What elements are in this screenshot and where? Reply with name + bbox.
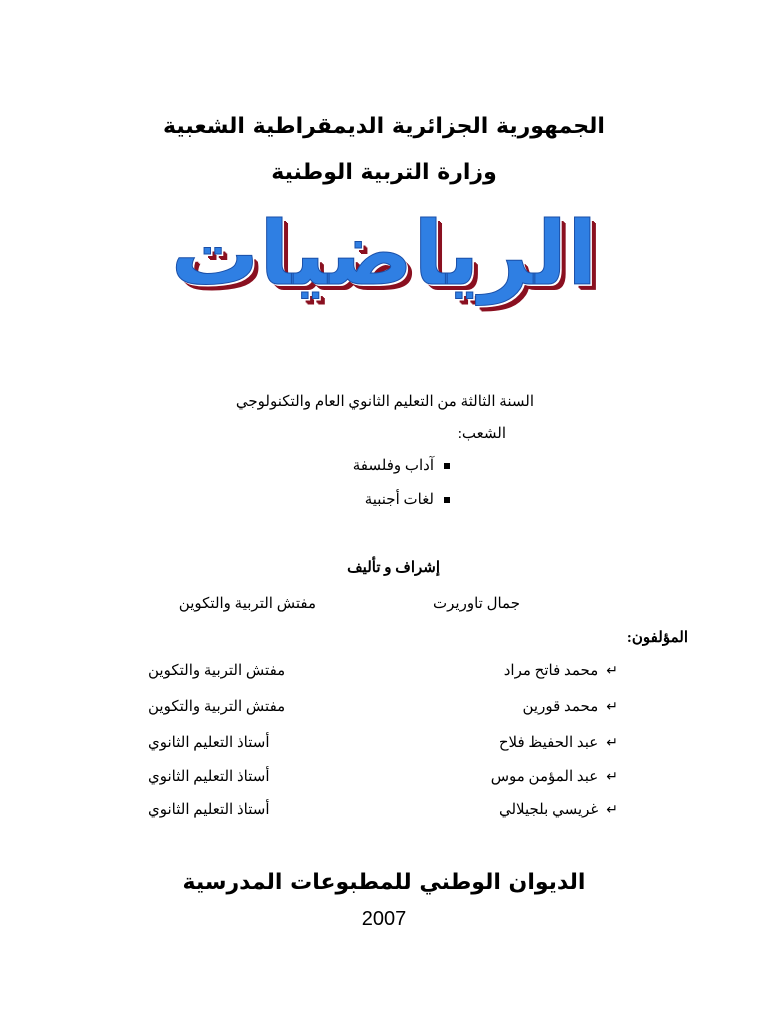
author-row (148, 800, 618, 819)
author-role: مفتش التربية والتكوين (148, 699, 286, 715)
return-arrow-icon: ↵ (606, 662, 618, 679)
stream-label: آداب وفلسفة (352, 458, 434, 474)
republic-heading: الجمهورية الجزائرية الديمقراطية الشعبية (163, 114, 605, 139)
return-arrow-icon: ↵ (606, 768, 618, 785)
author-name-cell (468, 767, 618, 786)
return-arrow-icon: ↵ (606, 734, 618, 751)
author-row (148, 767, 618, 786)
supervisor-role: مفتش التربية والتكوين (178, 596, 316, 612)
author-name-cell (468, 697, 618, 716)
author-name: محمد قورين (522, 699, 599, 715)
author-name: عبد الحفيظ فلاح (498, 735, 599, 751)
publication-year: 2007 (361, 908, 407, 930)
author-name: محمد فاتح مراد (503, 663, 599, 679)
supervisor-name: جمال تاوريرت (433, 596, 520, 612)
author-role: مفتش التربية والتكوين (148, 663, 286, 679)
supervision-label: إشراف و تأليف (347, 560, 440, 576)
author-row (148, 697, 618, 716)
author-name: عبد المؤمن موس (490, 769, 599, 785)
author-row (148, 661, 618, 680)
title-block (0, 202, 768, 340)
author-role: أستاذ التعليم الثانوي (148, 735, 270, 751)
publisher-name: الديوان الوطني للمطبوعات المدرسية (182, 870, 586, 895)
stream-item (353, 456, 450, 475)
stream-item (365, 490, 450, 509)
author-row (148, 733, 618, 752)
return-arrow-icon: ↵ (606, 698, 618, 715)
author-role: أستاذ التعليم الثانوي (148, 802, 270, 818)
level-text: السنة الثالثة من التعليم الثانوي العام والتكنولوجي (235, 394, 534, 410)
return-arrow-icon: ↵ (606, 801, 618, 818)
author-name-cell (468, 661, 618, 680)
author-name-cell (468, 800, 618, 819)
book-title: الرياضيات (170, 202, 598, 305)
author-name-cell (468, 733, 618, 752)
bullet-icon (444, 463, 450, 469)
author-name: غريسي بلجيلالي (498, 802, 599, 818)
stream-label: لغات أجنبية (364, 492, 434, 508)
author-role: أستاذ التعليم الثانوي (148, 769, 270, 785)
authors-label: المؤلفون: (626, 630, 688, 646)
bullet-icon (444, 497, 450, 503)
ministry-heading: وزارة التربية الوطنية (271, 160, 497, 185)
streams-label: الشعب: (457, 426, 506, 442)
